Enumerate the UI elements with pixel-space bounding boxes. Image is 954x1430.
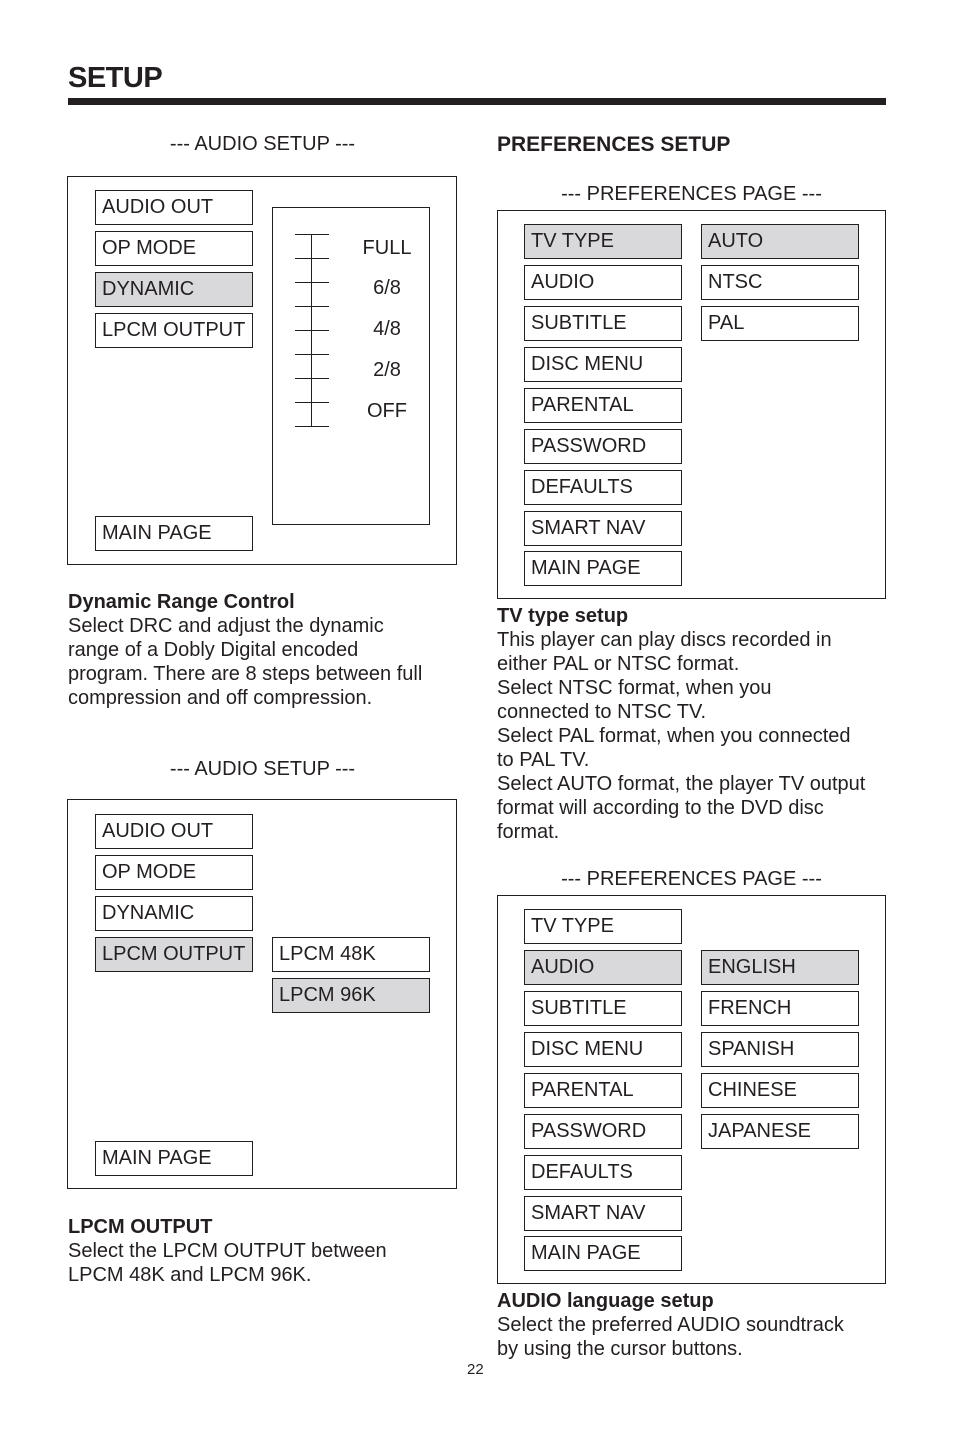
tv-type-line: This player can play discs recorded in	[497, 629, 832, 651]
menu-item-subtitle[interactable]: SUBTITLE	[524, 306, 682, 341]
menu-item-audio[interactable]: AUDIO	[524, 950, 682, 985]
main-page-button[interactable]: MAIN PAGE	[95, 1141, 253, 1176]
level-tick	[295, 234, 329, 235]
tv-type-description	[497, 604, 892, 844]
menu-item-smart-nav[interactable]: SMART NAV	[524, 1196, 682, 1231]
option-chinese[interactable]: CHINESE	[701, 1073, 859, 1108]
drc-line: Select DRC and adjust the dynamic	[68, 615, 384, 637]
lpcm-line: LPCM 48K and LPCM 96K.	[68, 1264, 312, 1286]
audio-setup-caption: --- AUDIO SETUP ---	[169, 133, 356, 155]
drc-description	[68, 590, 463, 710]
option-english[interactable]: ENGLISH	[701, 950, 859, 985]
menu-item-tv-type[interactable]: TV TYPE	[524, 909, 682, 944]
tv-type-heading: TV type setup	[497, 605, 629, 627]
option-auto[interactable]: AUTO	[701, 224, 859, 259]
main-page-button[interactable]: MAIN PAGE	[524, 551, 682, 586]
option-french[interactable]: FRENCH	[701, 991, 859, 1026]
title-rule	[68, 98, 886, 105]
level-4-8[interactable]: 4/8	[373, 318, 401, 340]
level-2-8[interactable]: 2/8	[373, 359, 401, 381]
menu-item-password[interactable]: PASSWORD	[524, 1114, 682, 1149]
audio-language-line: by using the cursor buttons.	[497, 1338, 743, 1360]
menu-item-defaults[interactable]: DEFAULTS	[524, 1155, 682, 1190]
tv-type-line: format will according to the DVD disc	[497, 797, 824, 819]
tv-type-line: Select AUTO format, the player TV output	[497, 773, 866, 795]
level-tick	[295, 330, 329, 331]
tv-type-line: Select PAL format, when you connected	[497, 725, 851, 747]
page-number: 22	[467, 1361, 484, 1378]
preferences-heading: PREFERENCES SETUP	[497, 133, 731, 156]
tv-type-line: connected to NTSC TV.	[497, 701, 707, 723]
tv-type-line: to PAL TV.	[497, 749, 590, 771]
preferences-page-caption: --- PREFERENCES PAGE ---	[561, 183, 822, 205]
menu-item-lpcm-output[interactable]: LPCM OUTPUT	[95, 937, 253, 972]
menu-item-parental[interactable]: PARENTAL	[524, 1073, 682, 1108]
drc-line: compression and off compression.	[68, 687, 373, 709]
preferences-tv-type-screen	[497, 210, 886, 599]
audio-language-heading: AUDIO language setup	[497, 1290, 714, 1312]
lpcm-description	[68, 1215, 463, 1287]
audio-setup-caption: --- AUDIO SETUP ---	[169, 758, 356, 780]
option-spanish[interactable]: SPANISH	[701, 1032, 859, 1067]
drc-heading: Dynamic Range Control	[68, 591, 295, 613]
menu-item-op-mode[interactable]: OP MODE	[95, 855, 253, 890]
menu-item-smart-nav[interactable]: SMART NAV	[524, 511, 682, 546]
menu-item-audio[interactable]: AUDIO	[524, 265, 682, 300]
menu-item-tv-type[interactable]: TV TYPE	[524, 224, 682, 259]
level-full[interactable]: FULL	[362, 237, 412, 259]
level-tick	[295, 426, 329, 427]
menu-item-dynamic[interactable]: DYNAMIC	[95, 896, 253, 931]
audio-language-description	[497, 1289, 892, 1361]
level-tick	[295, 306, 329, 307]
page-title: SETUP	[68, 62, 163, 94]
audio-setup-lpcm-screen	[67, 799, 457, 1189]
level-tick	[295, 402, 329, 403]
main-page-button[interactable]: MAIN PAGE	[95, 516, 253, 551]
level-tick	[295, 378, 329, 379]
audio-language-line: Select the preferred AUDIO soundtrack	[497, 1314, 844, 1336]
tv-type-line: Select NTSC format, when you	[497, 677, 772, 699]
level-off[interactable]: OFF	[367, 400, 407, 422]
option-ntsc[interactable]: NTSC	[701, 265, 859, 300]
level-tick	[295, 354, 329, 355]
lpcm-heading: LPCM OUTPUT	[68, 1216, 213, 1238]
drc-line: range of a Dobly Digital encoded	[68, 639, 359, 661]
drc-line: program. There are 8 steps between full	[68, 663, 423, 685]
level-tick	[295, 282, 329, 283]
level-tick	[295, 258, 329, 259]
preferences-page-caption: --- PREFERENCES PAGE ---	[561, 868, 822, 890]
tv-type-line: format.	[497, 821, 560, 843]
menu-item-parental[interactable]: PARENTAL	[524, 388, 682, 423]
menu-item-dynamic[interactable]: DYNAMIC	[95, 272, 253, 307]
dynamic-level-panel	[272, 207, 430, 525]
tv-type-line: either PAL or NTSC format.	[497, 653, 740, 675]
lpcm-line: Select the LPCM OUTPUT between	[68, 1240, 387, 1262]
level-6-8[interactable]: 6/8	[373, 277, 401, 299]
menu-item-audio-out[interactable]: AUDIO OUT	[95, 814, 253, 849]
menu-item-lpcm-output[interactable]: LPCM OUTPUT	[95, 313, 253, 348]
menu-item-disc-menu[interactable]: DISC MENU	[524, 1032, 682, 1067]
menu-item-defaults[interactable]: DEFAULTS	[524, 470, 682, 505]
option-japanese[interactable]: JAPANESE	[701, 1114, 859, 1149]
audio-setup-dynamic-screen	[67, 176, 457, 565]
menu-item-audio-out[interactable]: AUDIO OUT	[95, 190, 253, 225]
menu-item-op-mode[interactable]: OP MODE	[95, 231, 253, 266]
menu-item-subtitle[interactable]: SUBTITLE	[524, 991, 682, 1026]
main-page-button[interactable]: MAIN PAGE	[524, 1236, 682, 1271]
option-lpcm-48k[interactable]: LPCM 48K	[272, 937, 430, 972]
menu-item-password[interactable]: PASSWORD	[524, 429, 682, 464]
menu-item-disc-menu[interactable]: DISC MENU	[524, 347, 682, 382]
option-lpcm-96k[interactable]: LPCM 96K	[272, 978, 430, 1013]
preferences-audio-screen	[497, 895, 886, 1284]
option-pal[interactable]: PAL	[701, 306, 859, 341]
